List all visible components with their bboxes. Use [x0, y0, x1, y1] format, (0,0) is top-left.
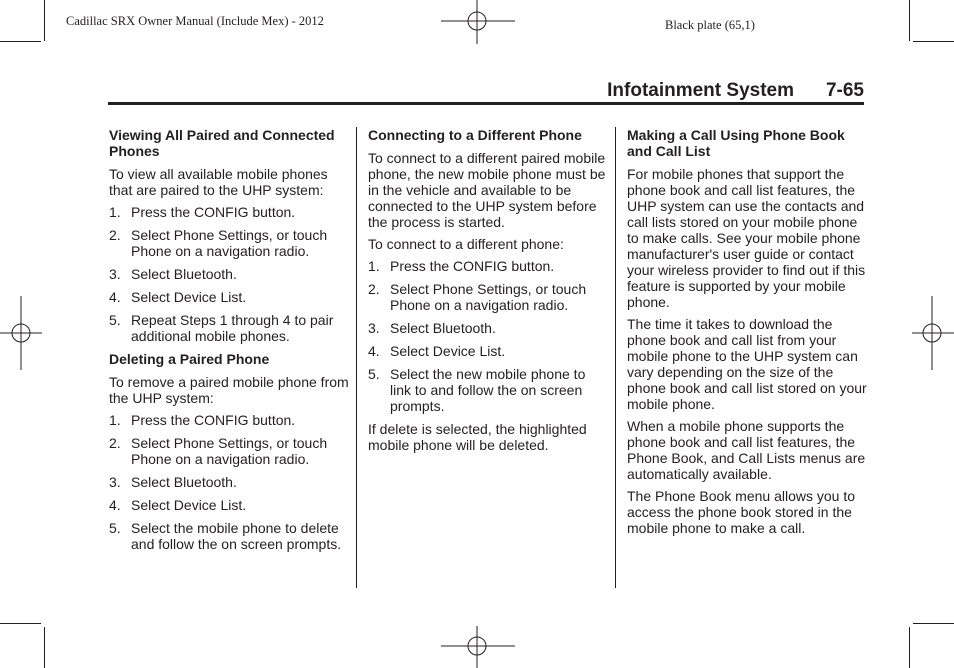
paragraph: To remove a paired mobile phone from the UHP system: — [109, 374, 349, 406]
section-heading: Making a Call Using Phone Book and Call List — [627, 127, 845, 159]
crop-mark — [909, 627, 910, 668]
list-item: 3. Select Bluetooth. — [109, 474, 237, 490]
crop-mark — [44, 0, 45, 41]
plate-label: Black plate (65,1) — [665, 18, 755, 32]
list-item: 4. Select Device List. — [368, 343, 506, 359]
list-item: 1. Press the CONFIG button. — [368, 258, 555, 274]
crop-mark — [909, 0, 910, 41]
list-item: 5. Select the new mobile phone to link to and follow the on screen prompts. — [368, 366, 586, 414]
list-item: 3. Select Bluetooth. — [109, 266, 237, 282]
section-heading: Deleting a Paired Phone — [109, 351, 270, 367]
registration-mark-icon — [0, 296, 42, 370]
registration-mark-icon — [441, 0, 515, 44]
section-heading: Connecting to a Different Phone — [368, 127, 582, 143]
paragraph: If delete is selected, the highlighted mobile phone will be deleted. — [368, 421, 587, 453]
column-divider — [356, 127, 357, 588]
list-item: 2. Select Phone Settings, or touch Phone on a navigation radio. — [109, 435, 328, 467]
column-divider — [615, 127, 616, 588]
steps-list — [109, 412, 349, 552]
list-item: 1. Press the CONFIG button. — [109, 204, 296, 220]
steps-list — [109, 204, 349, 344]
list-item: 4. Select Device List. — [109, 497, 247, 513]
paragraph: When a mobile phone supports the phone book and call list features, the Phone Book, and Call Lists menus are automatically available. — [627, 418, 866, 482]
registration-mark-icon — [441, 626, 515, 668]
paragraph: To view all available mobile phones that are paired to the UHP system: — [109, 166, 328, 198]
crop-mark — [913, 41, 954, 42]
page-header — [108, 80, 864, 105]
list-item: 2. Select Phone Settings, or touch Phone on a navigation radio. — [368, 281, 587, 313]
list-item: 4. Select Device List. — [109, 289, 247, 305]
crop-mark — [0, 41, 41, 42]
page-number: 7-65 — [825, 80, 864, 101]
document-reference: Cadillac SRX Owner Manual (Include Mex) - 2012 — [66, 14, 324, 28]
crop-mark — [913, 623, 954, 624]
list-item: 3. Select Bluetooth. — [368, 320, 496, 336]
section-title: Infotainment System — [607, 80, 794, 101]
section-heading: Viewing All Paired and Connected Phones — [109, 127, 335, 159]
paragraph: The time it takes to download the phone book and call list from your mobile phone to the UHP system can vary depending on the size of the phone book and call list stored on your mobile phone. — [627, 316, 867, 412]
list-item: 2. Select Phone Settings, or touch Phone on a navigation radio. — [109, 227, 328, 259]
steps-list — [368, 258, 608, 414]
paragraph: The Phone Book menu allows you to access the phone book stored in the mobile phone to make a call. — [627, 488, 856, 536]
column-middle — [368, 127, 608, 459]
crop-mark — [0, 623, 41, 624]
crop-mark — [44, 627, 45, 668]
paragraph: For mobile phones that support the phone book and call list features, the UHP system can use the contacts and call lists stored on your mobile phone to make calls. See your mobile phone manufacturer's user guide or contact your wireless provider to find out if this feature is supported by your mobile phone. — [627, 166, 866, 310]
registration-mark-icon — [912, 296, 954, 370]
list-item: 1. Press the CONFIG button. — [109, 412, 296, 428]
column-left — [109, 127, 349, 559]
paragraph: To connect to a different phone: — [368, 236, 564, 252]
column-right — [627, 127, 867, 542]
paragraph: To connect to a different paired mobile phone, the new mobile phone must be in the vehicle and available to be connected to the UHP system before the process is started. — [368, 150, 606, 230]
list-item: 5. Repeat Steps 1 through 4 to pair additional mobile phones. — [109, 312, 334, 344]
list-item: 5. Select the mobile phone to delete and follow the on screen prompts. — [109, 520, 342, 552]
